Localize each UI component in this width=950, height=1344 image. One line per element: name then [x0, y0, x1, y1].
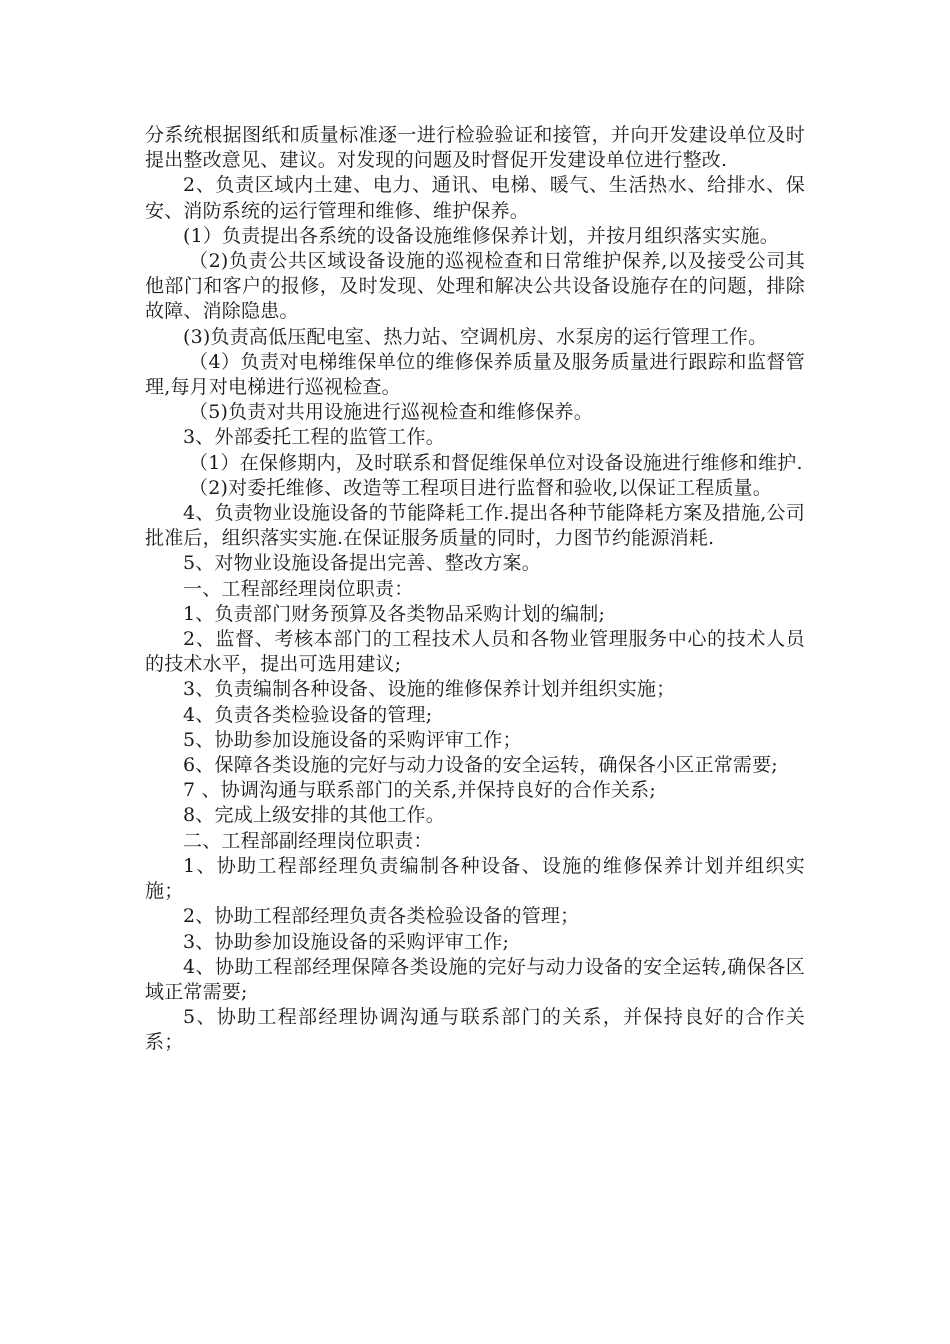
list-item: 1、负责部门财务预算及各类物品采购计划的编制;	[183, 602, 606, 625]
paragraph: （5)负责对共用设施进行巡视检查和维修保养。	[189, 401, 593, 424]
list-item: 2、协助工程部经理负责各类检验设备的管理；	[183, 905, 580, 928]
list-item: 8、完成上级安排的其他工作。	[183, 804, 445, 827]
paragraph: （4）负责对电梯维保单位的维修保养质量及服务质量进行跟踪和监督管理,每月对电梯进行巡视检查。	[145, 350, 805, 399]
list-item: 3、协助参加设施设备的采购评审工作;	[183, 930, 510, 953]
paragraph: 4、负责物业设施设备的节能降耗工作.提出各种节能降耗方案及措施,公司批准后，组织落实实施.在保证服务质量的同时，力图节约能源消耗.	[145, 502, 805, 550]
list-item: 7 、协调沟通与联系部门的关系,并保持良好的合作关系;	[183, 779, 656, 802]
list-item: 3、负责编制各种设备、设施的维修保养计划并组织实施；	[183, 678, 676, 701]
paragraph: 3、外部委托工程的监管工作。	[183, 426, 445, 449]
section-heading: 一、工程部经理岗位职责：	[183, 577, 414, 600]
section-heading: 二、工程部副经理岗位职责：	[183, 829, 433, 852]
paragraph: （2)对委托维修、改造等工程项目进行监督和验收,以保证工程质量。	[189, 476, 772, 499]
paragraph: (1）负责提出各系统的设备设施维修保养计划，并按月组织落实实施。	[183, 224, 779, 247]
paragraph: (3)负责高低压配电室、热力站、空调机房、水泵房的运行管理工作。	[183, 325, 768, 348]
document-body	[145, 123, 805, 1056]
list-item: 5、协助工程部经理协调沟通与联系部门的关系，并保持良好的合作关系；	[145, 1006, 805, 1054]
paragraph: 5、对物业设施设备提出完善、整改方案。	[183, 552, 541, 575]
list-item: 4、协助工程部经理保障各类设施的完好与动力设备的安全运转,确保各区域正常需要;	[145, 955, 805, 1003]
paragraph: （2)负责公共区域设备设施的巡视检查和日常维护保养,以及接受公司其他部门和客户的报修，及时发现、处理和解决公共设备设施存在的问题，排除故障、消除隐患。	[145, 250, 805, 323]
list-item: 5、协助参加设施设备的采购评审工作；	[183, 728, 522, 751]
list-item: 1、协助工程部经理负责编制各种设备、设施的维修保养计划并组织实施；	[145, 854, 805, 903]
paragraph: （1）在保修期内，及时联系和督促维保单位对设备设施进行维修和维护.	[189, 451, 803, 474]
list-item: 4、负责各类检验设备的管理;	[183, 703, 433, 726]
list-item: 2、监督、考核本部门的工程技术人员和各物业管理服务中心的技术人员的技术水平，提出可选用建议;	[145, 628, 805, 676]
paragraph: 分系统根据图纸和质量标准逐一进行检验验证和接管，并向开发建设单位及时提出整改意见、建议。对发现的问题及时督促开发建设单位进行整改.	[145, 124, 805, 172]
paragraph: 2、负责区域内土建、电力、通讯、电梯、暖气、生活热水、给排水、保安、消防系统的运行管理和维修、维护保养。	[145, 174, 805, 222]
list-item: 6、保障各类设施的完好与动力设备的安全运转，确保各小区正常需要;	[183, 754, 778, 777]
